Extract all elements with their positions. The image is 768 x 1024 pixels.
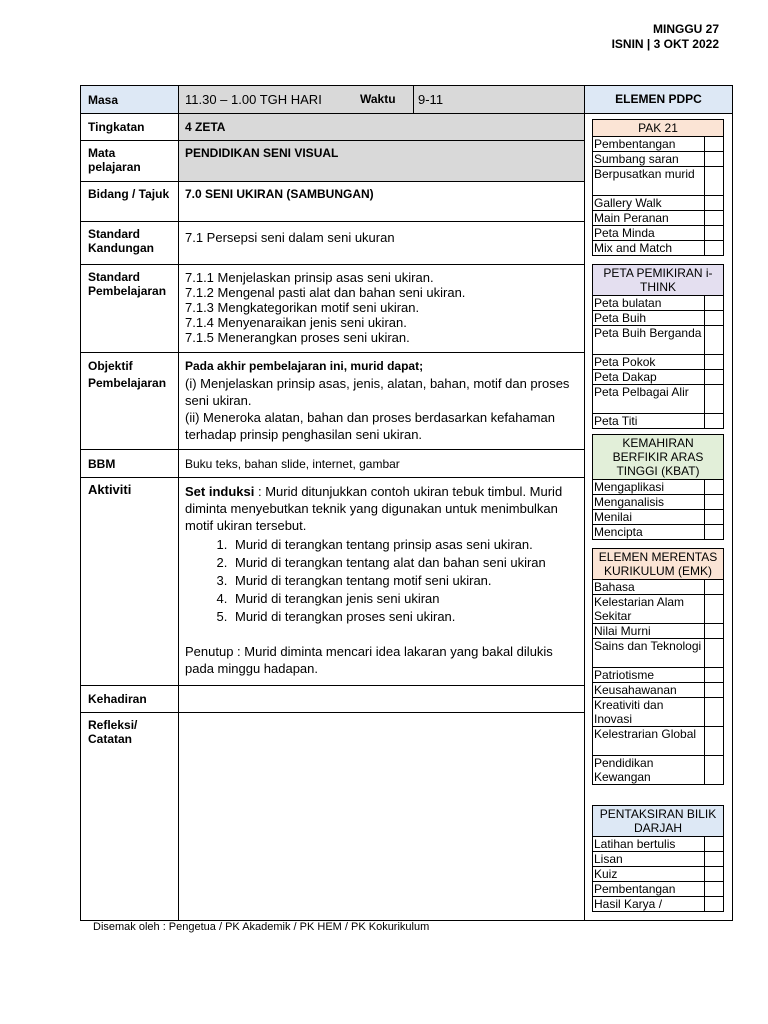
- kbat-checkbox[interactable]: [704, 480, 723, 494]
- ithink-heading: PETA PEMIKIRAN i-THINK: [593, 265, 723, 296]
- sp-item: 7.1.2 Mengenal pasti alat dan bahan seni ukiran.: [185, 285, 466, 300]
- value-objektif: [179, 353, 584, 449]
- emk-checkbox[interactable]: [704, 683, 723, 697]
- emk-item-label: Kreativiti dan Inovasi: [594, 698, 664, 726]
- kbat-item-label: Menilai: [594, 510, 633, 524]
- value-waktu: 9-11: [414, 86, 584, 113]
- ithink-item: [593, 370, 723, 385]
- elemen-pdpc-title: ELEMEN PDPC: [585, 86, 732, 114]
- row-standard-pembelajaran: [81, 265, 584, 353]
- emk-item: [593, 668, 723, 683]
- emk-checkbox[interactable]: [704, 756, 723, 784]
- pbd-item: [593, 837, 723, 852]
- sp-item: 7.1.3 Mengkategorikan motif seni ukiran.: [185, 300, 420, 315]
- value-bbm: Buku teks, bahan slide, internet, gambar: [185, 457, 400, 471]
- pak21-checkbox[interactable]: [704, 241, 723, 255]
- kbat-item: [593, 510, 723, 525]
- kbat-item: [593, 525, 723, 539]
- label-kehadiran: Kehadiran: [81, 686, 179, 712]
- pbd-item-label: Pembentangan: [594, 882, 676, 896]
- emk-item-label: Keusahawanan: [594, 683, 677, 697]
- emk-item-label: Sains dan Teknologi: [594, 639, 702, 653]
- box-pbd: [592, 805, 724, 912]
- aktiviti-step: 5. Murid di terangkan proses seni ukiran.: [231, 608, 578, 626]
- emk-checkbox[interactable]: [704, 595, 723, 623]
- emk-item-label: Bahasa: [594, 580, 635, 594]
- ithink-item: [593, 385, 723, 414]
- row-bbm: [81, 450, 584, 478]
- label-mata-pelajaran: Mata pelajaran: [81, 141, 179, 181]
- pbd-item-label: Kuiz: [594, 867, 618, 881]
- kbat-checkbox[interactable]: [704, 525, 723, 539]
- pak21-item: [593, 211, 723, 226]
- pak21-item-label: Main Peranan: [594, 211, 669, 225]
- pbd-checkbox[interactable]: [704, 882, 723, 896]
- kbat-checkbox[interactable]: [704, 510, 723, 524]
- pbd-item: [593, 882, 723, 897]
- ithink-item-label: Peta bulatan: [594, 296, 662, 310]
- objektif-item: (i) Menjelaskan prinsip asas, jenis, alatan, bahan, motif dan proses seni ukiran.: [185, 376, 570, 408]
- pak21-checkbox[interactable]: [704, 137, 723, 151]
- row-kehadiran: [81, 686, 584, 713]
- label-tingkatan: Tingkatan: [81, 114, 179, 140]
- elemen-pdpc-panel: [585, 85, 733, 921]
- ithink-item: [593, 355, 723, 370]
- pbd-item: [593, 852, 723, 867]
- ithink-item-label: Peta Dakap: [594, 370, 657, 384]
- row-refleksi: [81, 713, 584, 920]
- sp-item: 7.1.4 Menyenaraikan jenis seni ukiran.: [185, 315, 407, 330]
- emk-item: [593, 683, 723, 698]
- pbd-item-label: Lisan: [594, 852, 623, 866]
- objektif-intro: Pada akhir pembelajaran ini, murid dapat;: [185, 359, 424, 373]
- emk-item: [593, 756, 723, 784]
- emk-item-label: Patriotisme: [594, 668, 655, 682]
- pbd-item: [593, 867, 723, 882]
- ithink-item: [593, 326, 723, 355]
- label-refleksi: Refleksi/ Catatan: [81, 713, 179, 920]
- ithink-item-label: Peta Titi: [594, 414, 638, 428]
- pak21-item-label: Sumbang saran: [594, 152, 679, 166]
- emk-item: [593, 595, 723, 624]
- value-tingkatan: 4 ZETA: [179, 114, 584, 140]
- kbat-heading: KEMAHIRAN BERFIKIR ARAS TINGGI (KBAT): [593, 435, 723, 480]
- value-refleksi[interactable]: [179, 713, 584, 920]
- sp-item: 7.1.1 Menjelaskan prinsip asas seni ukiran.: [185, 270, 434, 285]
- pak21-item: [593, 226, 723, 241]
- emk-item-label: Kelestarian Alam Sekitar: [594, 595, 685, 623]
- emk-item-label: Pendidikan Kewangan: [594, 756, 654, 784]
- pak21-item: [593, 241, 723, 255]
- kbat-item-label: Mengaplikasi: [594, 480, 665, 494]
- aktiviti-step: 4. Murid di terangkan jenis seni ukiran: [231, 590, 578, 608]
- pak21-heading: PAK 21: [593, 120, 723, 137]
- emk-checkbox[interactable]: [704, 624, 723, 638]
- box-pak21: [592, 119, 724, 256]
- kbat-item: [593, 480, 723, 495]
- value-standard-kandungan: 7.1 Persepsi seni dalam seni ukuran: [185, 230, 395, 245]
- pbd-item: [593, 897, 723, 911]
- emk-checkbox[interactable]: [704, 639, 723, 667]
- value-kehadiran[interactable]: [179, 686, 584, 712]
- ithink-item: [593, 414, 723, 428]
- date-header: [612, 22, 719, 52]
- pbd-checkbox[interactable]: [704, 897, 723, 911]
- ithink-item-label: Peta Buih Berganda: [594, 326, 702, 340]
- pak21-checkbox[interactable]: [704, 211, 723, 225]
- sp-item: 7.1.5 Menerangkan proses seni ukiran.: [185, 330, 410, 345]
- aktiviti-step: 3. Murid di terangkan tentang motif seni ukiran.: [231, 572, 578, 590]
- row-mata-pelajaran: [81, 141, 584, 182]
- label-masa: Masa: [81, 86, 179, 113]
- emk-item: [593, 624, 723, 639]
- ithink-checkbox[interactable]: [704, 385, 723, 413]
- pbd-item-label: Latihan bertulis: [594, 837, 676, 851]
- ithink-checkbox[interactable]: [704, 355, 723, 369]
- pak21-checkbox[interactable]: [704, 196, 723, 210]
- box-emk: [592, 548, 724, 785]
- lesson-plan-table: [80, 85, 585, 921]
- ithink-item: [593, 311, 723, 326]
- box-kbat: [592, 434, 724, 540]
- aktiviti-step: 2. Murid di terangkan tentang alat dan bahan seni ukiran: [231, 554, 578, 572]
- pak21-item: [593, 137, 723, 152]
- ithink-checkbox[interactable]: [704, 414, 723, 428]
- set-induksi-text: : Murid ditunjukkan contoh ukiran tebuk timbul. Murid diminta menyebutkan teknik yang digunakan untuk menimbulkan motif ukiran tersebut.: [185, 484, 563, 533]
- kbat-item-label: Menganalisis: [594, 495, 665, 509]
- pak21-item-label: Pembentangan: [594, 137, 676, 151]
- pbd-checkbox[interactable]: [704, 852, 723, 866]
- pak21-checkbox[interactable]: [704, 167, 723, 195]
- emk-item: [593, 727, 723, 756]
- ithink-item-label: Peta Pelbagai Alir: [594, 385, 689, 399]
- value-mata-pelajaran: PENDIDIKAN SENI VISUAL: [179, 141, 584, 181]
- row-aktiviti: [81, 478, 584, 686]
- row-masa: [81, 86, 584, 114]
- ithink-item-label: Peta Buih: [594, 311, 647, 325]
- row-tingkatan: [81, 114, 584, 141]
- pak21-checkbox[interactable]: [704, 226, 723, 240]
- box-ithink: [592, 264, 724, 429]
- ithink-item-label: Peta Pokok: [594, 355, 656, 369]
- pak21-item-label: Gallery Walk: [594, 196, 662, 210]
- kbat-item: [593, 495, 723, 510]
- label-aktiviti: Aktiviti: [81, 478, 179, 685]
- emk-checkbox[interactable]: [704, 698, 723, 726]
- aktiviti-step: 1. Murid di terangkan tentang prinsip asas seni ukiran.: [231, 536, 578, 554]
- kbat-item-label: Mencipta: [594, 525, 643, 539]
- value-standard-pembelajaran: [179, 265, 584, 352]
- label-bidang: Bidang / Tajuk: [81, 182, 179, 221]
- emk-item: [593, 639, 723, 668]
- ithink-checkbox[interactable]: [704, 296, 723, 310]
- penutup-text: Penutup : Murid diminta mencari idea lakaran yang bakal dilukis pada minggu hadapan.: [185, 644, 553, 676]
- label-objektif: Objektif Pembelajaran: [81, 353, 179, 449]
- kbat-checkbox[interactable]: [704, 495, 723, 509]
- value-aktiviti: [179, 478, 584, 685]
- week-label: MINGGU 27: [652, 22, 719, 36]
- value-masa: 11.30 – 1.00 TGH HARI: [179, 86, 454, 113]
- emk-checkbox[interactable]: [704, 668, 723, 682]
- pak21-item: [593, 167, 723, 196]
- emk-item: [593, 580, 723, 595]
- row-objektif: [81, 353, 584, 450]
- pbd-checkbox[interactable]: [704, 867, 723, 881]
- pak21-item: [593, 196, 723, 211]
- aktiviti-steps: [185, 536, 578, 626]
- ithink-checkbox[interactable]: [704, 370, 723, 384]
- emk-item: [593, 698, 723, 727]
- footer-note: Disemak oleh : Pengetua / PK Akademik / PK HEM / PK Kokurikulum: [93, 921, 430, 933]
- set-induksi-label: Set induksi: [185, 484, 255, 499]
- emk-item-label: Kelestrarian Global: [594, 727, 697, 741]
- ithink-checkbox[interactable]: [704, 326, 723, 354]
- ithink-checkbox[interactable]: [704, 311, 723, 325]
- row-bidang: [81, 182, 584, 222]
- pbd-checkbox[interactable]: [704, 837, 723, 851]
- emk-heading: ELEMEN MERENTAS KURIKULUM (EMK): [593, 549, 723, 580]
- pbd-heading: PENTAKSIRAN BILIK DARJAH: [593, 806, 723, 837]
- pak21-item-label: Berpusatkan murid: [594, 167, 695, 181]
- label-waktu: Waktu: [354, 86, 414, 113]
- pak21-checkbox[interactable]: [704, 152, 723, 166]
- emk-item-label: Nilai Murni: [594, 624, 651, 638]
- label-standard-pembelajaran: Standard Pembelajaran: [81, 265, 179, 352]
- emk-checkbox[interactable]: [704, 580, 723, 594]
- ithink-item: [593, 296, 723, 311]
- pak21-item-label: Peta Minda: [594, 226, 655, 240]
- row-standard-kandungan: [81, 222, 584, 265]
- pak21-item: [593, 152, 723, 167]
- date-label: ISNIN | 3 OKT 2022: [611, 37, 719, 51]
- label-standard-kandungan: Standard Kandungan: [81, 222, 179, 264]
- objektif-item: (ii) Meneroka alatan, bahan dan proses berdasarkan kefahaman terhadap prinsip penghasilan seni ukiran.: [185, 410, 556, 442]
- emk-checkbox[interactable]: [704, 727, 723, 755]
- label-bbm: BBM: [81, 450, 179, 477]
- pbd-item-label: Hasil Karya /: [594, 897, 663, 911]
- pak21-item-label: Mix and Match: [594, 241, 673, 255]
- value-bidang: 7.0 SENI UKIRAN (SAMBUNGAN): [185, 187, 374, 201]
